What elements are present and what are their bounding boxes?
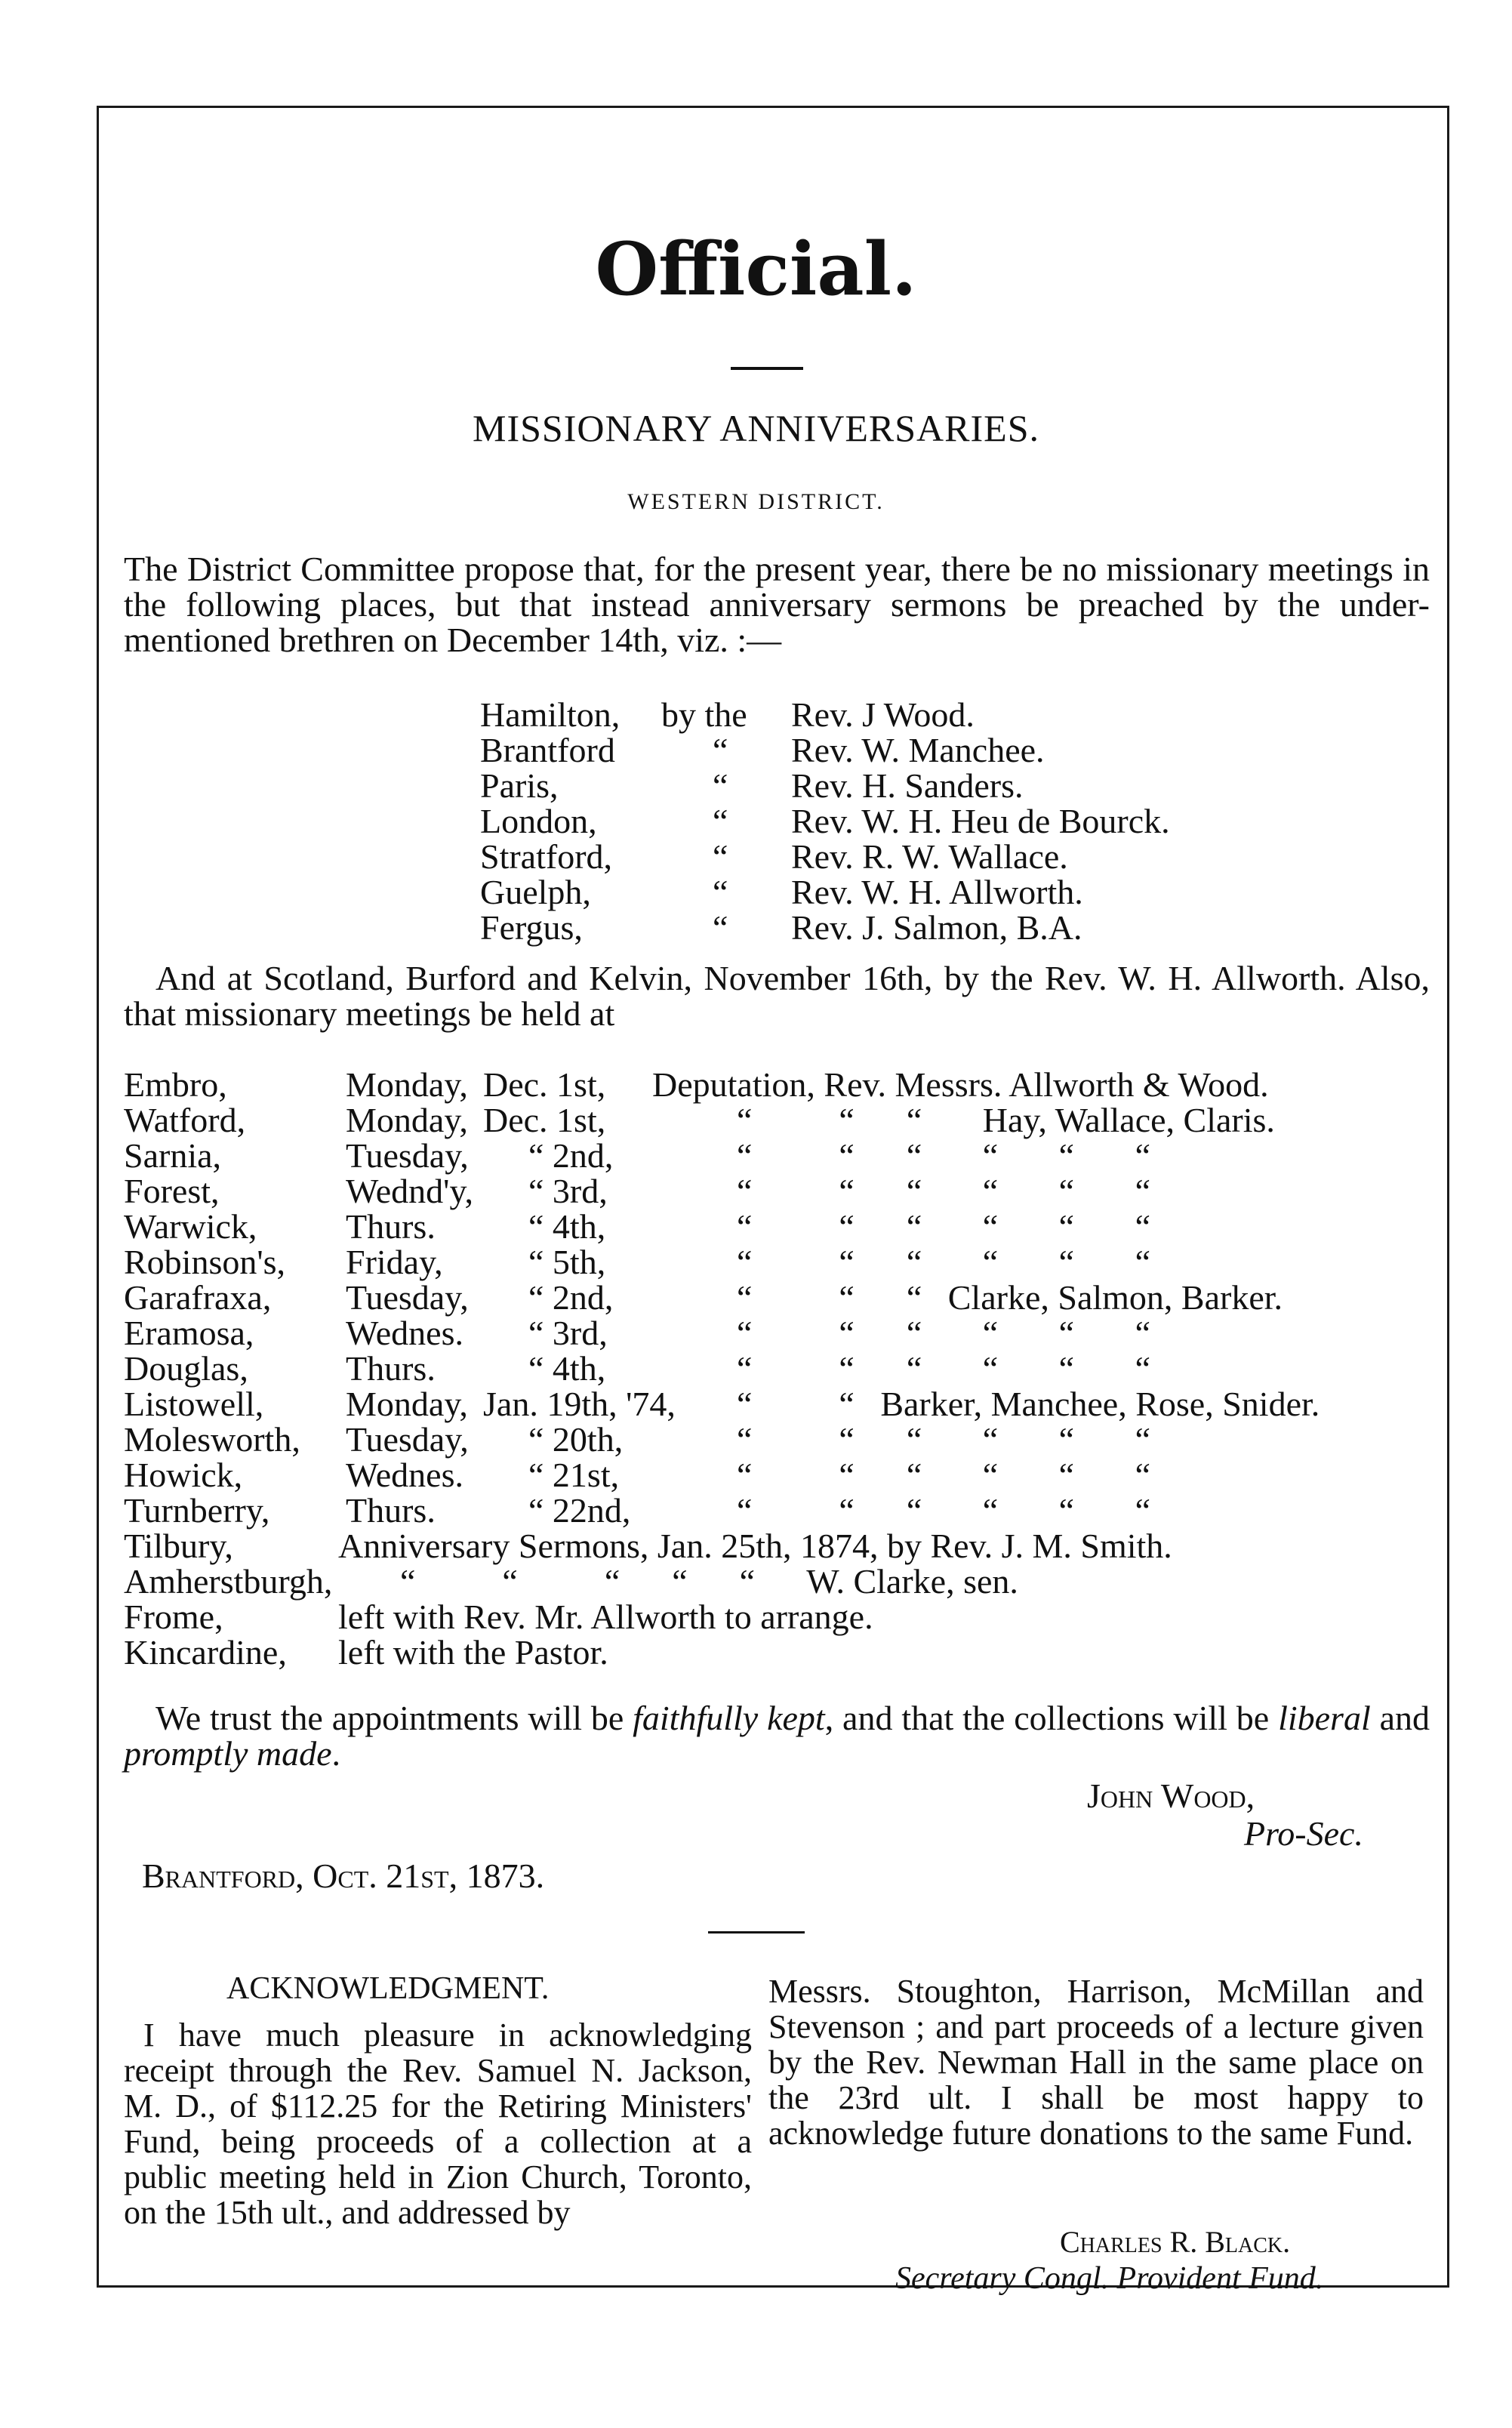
- meeting-day: Tuesday,: [346, 1136, 469, 1175]
- extra-text: “ “ “ “ “ W. Clarke, sen.: [400, 1562, 1018, 1601]
- meeting-date: Dec. 1st,: [483, 1065, 606, 1104]
- meeting-deputation: “ “ “ Clarke, Salmon, Barker.: [737, 1278, 1283, 1317]
- meeting-date: “ 3rd,: [528, 1314, 608, 1352]
- meeting-deputation: “ “ “ “ “ “: [737, 1207, 1151, 1246]
- meeting-day: Monday,: [346, 1065, 468, 1104]
- meeting-day: Tuesday,: [346, 1278, 469, 1317]
- sermon-preacher: Rev. W. Manchee.: [791, 731, 1045, 769]
- extra-place: Amherstburgh,: [124, 1562, 333, 1601]
- meeting-place: Garafraxa,: [124, 1278, 272, 1317]
- meeting-deputation: “ “ “ “ “ “: [737, 1349, 1151, 1388]
- sermon-preacher: Rev. J. Salmon, B.A.: [791, 908, 1082, 947]
- meeting-date: “ 2nd,: [528, 1278, 614, 1317]
- meeting-day: Thurs.: [346, 1491, 436, 1530]
- extra-text: left with the Pastor.: [338, 1633, 608, 1672]
- extra-place: Frome,: [124, 1598, 223, 1636]
- section-rule: [708, 1931, 805, 1933]
- section-heading: MISSIONARY ANNIVERSARIES.: [472, 407, 1040, 449]
- sermon-by: by the: [661, 695, 747, 734]
- page-title: Official.: [595, 226, 917, 312]
- meeting-day: Thurs.: [346, 1207, 436, 1246]
- meeting-place: Howick,: [124, 1456, 243, 1494]
- meeting-place: Molesworth,: [124, 1420, 300, 1459]
- sermon-place: Hamilton,: [480, 695, 621, 734]
- meeting-date: “ 3rd,: [528, 1172, 608, 1210]
- meeting-day: Tuesday,: [346, 1420, 469, 1459]
- ack-signer-title: Secretary Congl. Provident Fund.: [895, 2261, 1324, 2296]
- ack-signer: Charles R. Black.: [1060, 2225, 1291, 2259]
- meeting-place: Douglas,: [124, 1349, 248, 1388]
- meeting-date: Jan. 19th, '74,: [483, 1385, 676, 1423]
- section-subheading: WESTERN DISTRICT.: [627, 489, 885, 514]
- meeting-day: Wednes.: [346, 1456, 463, 1494]
- closing-paragraph: We trust the appointments will be faithfully kept, and that the collections will be liberal and promptly made.: [124, 1699, 1430, 1773]
- dateline: Brantford, Oct. 21st, 1873.: [142, 1856, 545, 1895]
- sermon-place: Paris,: [480, 766, 559, 805]
- meeting-deputation: “ “ “ Hay, Wallace, Claris.: [737, 1101, 1275, 1139]
- sermon-preacher: Rev. W. H. Allworth.: [791, 873, 1083, 911]
- meeting-date: “ 20th,: [528, 1420, 624, 1459]
- meeting-place: Watford,: [124, 1101, 246, 1139]
- sermon-by: “: [713, 766, 728, 805]
- meeting-deputation: Deputation, Rev. Messrs. Allworth & Wood.: [652, 1065, 1269, 1104]
- signature-title: Pro-Sec.: [1244, 1814, 1363, 1853]
- meeting-place: Sarnia,: [124, 1136, 222, 1175]
- sermon-place: London,: [480, 802, 597, 840]
- meeting-deputation: “ “ “ “ “ “: [737, 1243, 1151, 1281]
- meeting-day: Wednes.: [346, 1314, 463, 1352]
- sermon-by: “: [713, 802, 728, 840]
- sermon-by: “: [713, 731, 728, 769]
- meeting-date: “ 4th,: [528, 1349, 606, 1388]
- meeting-deputation: “ “ “ “ “ “: [737, 1456, 1151, 1494]
- extra-text: Anniversary Sermons, Jan. 25th, 1874, by Rev. J. M. Smith.: [338, 1527, 1172, 1565]
- sermon-preacher: Rev. W. H. Heu de Bourck.: [791, 802, 1170, 840]
- meeting-deputation: “ “ “ “ “ “: [737, 1491, 1151, 1530]
- ack-left-column: I have much pleasure in acknowledging receipt through the Rev. Samuel N. Jackson, M. D., of $112.25 for the Retiring Ministers' Fund, being proceeds of a collection at a public meeting held in Zion Church, Toronto, on the 15th ult., and addressed by: [124, 2017, 752, 2231]
- meeting-deputation: “ “ “ “ “ “: [737, 1136, 1151, 1175]
- extra-text: left with Rev. Mr. Allworth to arrange.: [338, 1598, 873, 1636]
- sermon-place: Guelph,: [480, 873, 591, 911]
- meeting-date: “ 22nd,: [528, 1491, 631, 1530]
- meeting-date: “ 4th,: [528, 1207, 606, 1246]
- extra-place: Tilbury,: [124, 1527, 233, 1565]
- sermon-place: Brantford: [480, 731, 615, 769]
- meeting-date: “ 5th,: [528, 1243, 606, 1281]
- sermon-by: “: [713, 873, 728, 911]
- meeting-place: Robinson's,: [124, 1243, 286, 1281]
- meeting-deputation: “ “ “ “ “ “: [737, 1172, 1151, 1210]
- meeting-day: Thurs.: [346, 1349, 436, 1388]
- sermon-preacher: Rev. J Wood.: [791, 695, 975, 734]
- sermon-by: “: [713, 908, 728, 947]
- meeting-date: “ 21st,: [528, 1456, 620, 1494]
- meeting-date: Dec. 1st,: [483, 1101, 606, 1139]
- sermon-place: Stratford,: [480, 837, 613, 876]
- meeting-place: Eramosa,: [124, 1314, 254, 1352]
- also-paragraph: And at Scotland, Burford and Kelvin, November 16th, by the Rev. W. H. Allworth. Also, that missionary meetings be held at: [124, 959, 1430, 1033]
- ack-right-column: Messrs. Stoughton, Harrison, McMillan and Stevenson ; and part proceeds of a lecture given by the Rev. Newman Hall in the same place on the 23rd ult. I shall be most happy to acknowledge future donations to the same Fund.: [768, 1973, 1424, 2152]
- meeting-place: Turnberry,: [124, 1491, 270, 1530]
- intro-paragraph: The District Committee propose that, for the present year, there be no missionary meetings in the following places, but that instead anniversary sermons be preached by the under-mentioned brethren on December 14th, viz. :—: [124, 550, 1430, 659]
- meeting-day: Monday,: [346, 1385, 468, 1423]
- meeting-deputation: “ “ Barker, Manchee, Rose, Snider.: [737, 1385, 1320, 1423]
- meeting-place: Listowell,: [124, 1385, 264, 1423]
- meeting-day: Wednd'y,: [346, 1172, 473, 1210]
- meeting-deputation: “ “ “ “ “ “: [737, 1314, 1151, 1352]
- meeting-place: Warwick,: [124, 1207, 257, 1246]
- meeting-place: Embro,: [124, 1065, 227, 1104]
- meeting-day: Friday,: [346, 1243, 443, 1281]
- sermon-by: “: [713, 837, 728, 876]
- ack-heading: ACKNOWLEDGMENT.: [226, 1971, 550, 2006]
- meeting-place: Forest,: [124, 1172, 220, 1210]
- sermon-place: Fergus,: [480, 908, 583, 947]
- meeting-deputation: “ “ “ “ “ “: [737, 1420, 1151, 1459]
- extra-place: Kincardine,: [124, 1633, 287, 1672]
- meeting-day: Monday,: [346, 1101, 468, 1139]
- sermon-preacher: Rev. R. W. Wallace.: [791, 837, 1068, 876]
- sermon-preacher: Rev. H. Sanders.: [791, 766, 1024, 805]
- meeting-date: “ 2nd,: [528, 1136, 614, 1175]
- title-rule: [731, 367, 803, 370]
- signature-name: John Wood,: [1087, 1776, 1255, 1815]
